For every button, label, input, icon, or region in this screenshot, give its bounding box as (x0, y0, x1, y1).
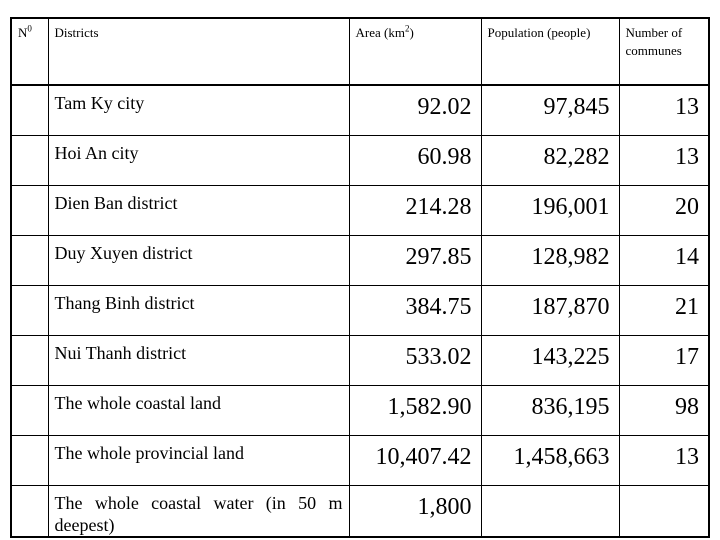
communes-cell: 13 (619, 135, 709, 185)
population-cell: 187,870 (481, 285, 619, 335)
header-population: Population (people) (481, 18, 619, 85)
table-row (11, 285, 709, 335)
no-cell (11, 335, 48, 385)
table-row (11, 85, 709, 135)
table-row (11, 185, 709, 235)
district-cell: Hoi An city (48, 135, 349, 185)
population-cell: 143,225 (481, 335, 619, 385)
table-row (11, 385, 709, 435)
district-cell: Dien Ban district (48, 185, 349, 235)
area-cell: 92.02 (349, 85, 481, 135)
table-row (11, 135, 709, 185)
no-cell (11, 435, 48, 485)
district-cell: Nui Thanh district (48, 335, 349, 385)
table-row (11, 435, 709, 485)
header-area: Area $(km^2)$ (349, 18, 481, 85)
no-cell (11, 185, 48, 235)
area-cell: 297.85 (349, 235, 481, 285)
communes-cell: 14 (619, 235, 709, 285)
district-cell: Duy Xuyen district (48, 235, 349, 285)
area-cell: 1,800 (349, 485, 481, 537)
header-no: $N^0$ (11, 18, 48, 85)
area-cell: 214.28 (349, 185, 481, 235)
population-cell: 1,458,663 (481, 435, 619, 485)
area-cell: 60.98 (349, 135, 481, 185)
communes-cell (619, 485, 709, 537)
district-cell: The whole coastal water (in 50 m deepest) (48, 485, 349, 537)
no-cell (11, 385, 48, 435)
district-cell: Thang Binh district (48, 285, 349, 335)
area-cell: 10,407.42 (349, 435, 481, 485)
no-cell (11, 485, 48, 537)
table-row (11, 335, 709, 385)
no-cell (11, 135, 48, 185)
table-header-row (11, 18, 709, 85)
header-communes: Number of communes (619, 18, 709, 85)
communes-cell: 98 (619, 385, 709, 435)
communes-cell: 21 (619, 285, 709, 335)
header-districts: Districts (48, 18, 349, 85)
communes-cell: 13 (619, 85, 709, 135)
no-cell (11, 85, 48, 135)
population-cell: 82,282 (481, 135, 619, 185)
population-cell: 196,001 (481, 185, 619, 235)
population-cell (481, 485, 619, 537)
communes-cell: 17 (619, 335, 709, 385)
district-cell: Tam Ky city (48, 85, 349, 135)
table-row (11, 235, 709, 285)
population-cell: 97,845 (481, 85, 619, 135)
area-cell: 384.75 (349, 285, 481, 335)
communes-cell: 20 (619, 185, 709, 235)
districts-table (10, 17, 710, 538)
no-cell (11, 285, 48, 335)
area-cell: 1,582.90 (349, 385, 481, 435)
population-cell: 836,195 (481, 385, 619, 435)
communes-cell: 13 (619, 435, 709, 485)
area-cell: 533.02 (349, 335, 481, 385)
population-cell: 128,982 (481, 235, 619, 285)
district-cell: The whole coastal land (48, 385, 349, 435)
no-cell (11, 235, 48, 285)
table-row (11, 485, 709, 537)
district-cell: The whole provincial land (48, 435, 349, 485)
